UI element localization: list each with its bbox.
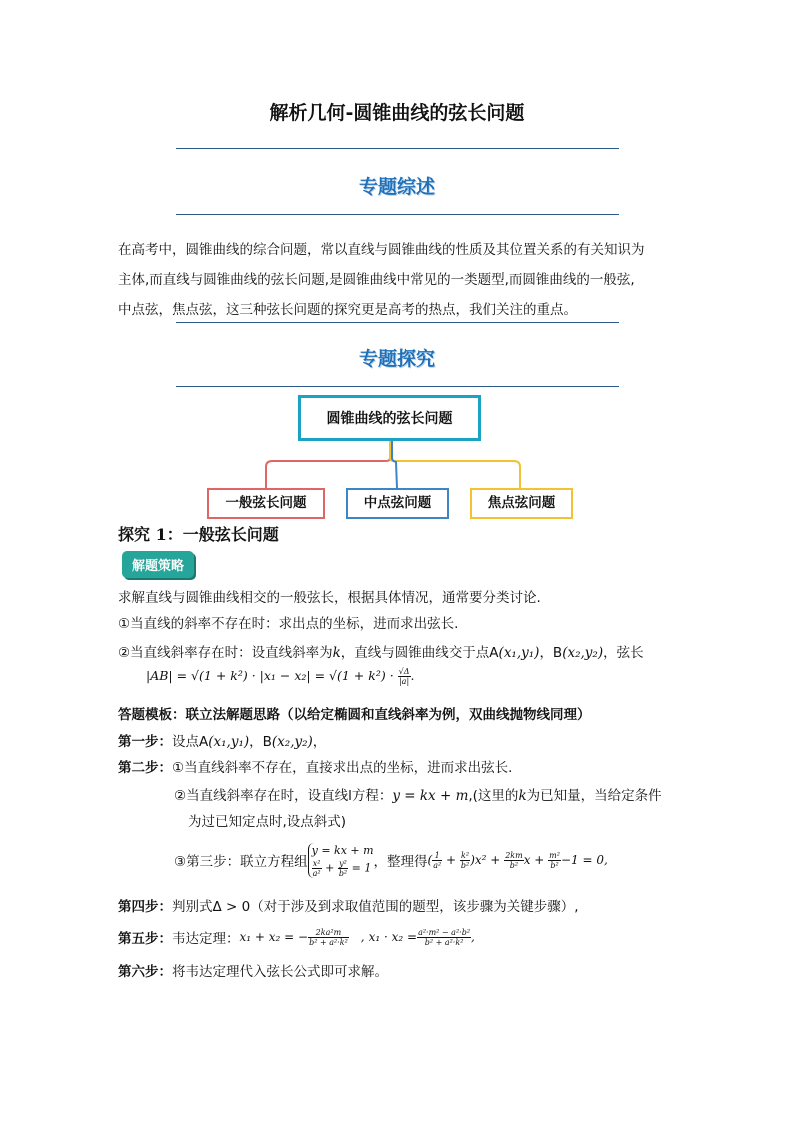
- numerator: 2ka²m: [308, 928, 349, 938]
- system-line-2: $\frac{\text{x²}}{\text{a²}}$ + $\frac{\text{y²}}{\text{b²}}$ = 1: [312, 858, 372, 878]
- template-heading: 答题模板：联立法解题思路（以给定椭圆和直线斜率为例，双曲线抛物线同理）: [118, 707, 591, 723]
- step-label: 第二步：: [118, 760, 172, 776]
- math-k: k: [332, 645, 341, 661]
- step-1: [118, 730, 326, 750]
- quadratic-expression: ( $\frac{1}{\text{a²}}$ + $\frac{\text{k²}}{\text{b²}}$ )x² + $\frac{2km}{\text{b²}}$ x + $\frac{\text{m²}}{\text{b²}}$: [427, 850, 560, 870]
- vieta-product-fraction: [417, 928, 471, 947]
- intro-line: 主体,而直线与圆锥曲线的弦长问题,是圆锥曲线中常见的一类题型,而圆锥曲线的一般弦,: [118, 272, 635, 288]
- step-label: 第六步：: [118, 964, 172, 980]
- vieta-product: x₁ · x₂ =: [368, 930, 418, 944]
- connector-mid: [392, 441, 397, 488]
- chord-length-formula: [146, 667, 415, 686]
- step-6: [118, 960, 388, 980]
- divider: [176, 214, 619, 215]
- text: ①当直线斜率不存在，直接求出点的坐标，进而求出弦长.: [172, 760, 513, 776]
- strategy-line: ①当直线的斜率不存在时：求出点的坐标，进而求出弦长.: [118, 616, 459, 632]
- text: ②当直线斜率存在时：设直线斜率为: [118, 645, 333, 661]
- math-point-a: (x₁,y₁): [208, 734, 250, 750]
- denominator: b² + a²·k²: [424, 937, 464, 947]
- text: 将韦达定理代入弦长公式即可求解。: [172, 964, 388, 980]
- step-2c: 为过已知定点时,设点斜式): [188, 814, 347, 830]
- vieta-sum-fraction: [308, 928, 349, 947]
- document-title: 解析几何-圆锥曲线的弦长问题: [269, 102, 525, 124]
- text: ②当直线斜率存在时，设直线l方程：: [174, 788, 393, 804]
- mindmap-root: 圆锥曲线的弦长问题: [298, 395, 481, 441]
- section-heading-overview: 专题综述: [358, 176, 435, 198]
- step-3: [174, 840, 608, 880]
- divider: [176, 386, 619, 387]
- text: −1 = 0,: [560, 853, 608, 867]
- intro-line: 中点弦，焦点弦，这三种弦长问题的探究更是高考的热点，我们关注的重点。: [118, 302, 577, 318]
- divider: [176, 148, 619, 149]
- divider: [176, 322, 619, 323]
- denominator: |a|: [398, 677, 410, 686]
- text: ③第三步：联立方程组: [174, 854, 308, 870]
- mindmap-branch-general: 一般弦长问题: [207, 488, 325, 519]
- numerator: √Δ: [398, 667, 410, 676]
- equation-system: [308, 843, 374, 878]
- strategy-badge: 解题策略: [122, 551, 194, 578]
- text: ，直线与圆锥曲线交于点A: [340, 645, 499, 661]
- text: ，弦长: [603, 645, 644, 661]
- intro-line: 在高考中，圆锥曲线的综合问题，常以直线与圆锥曲线的性质及其位置关系的有关知识为: [118, 242, 645, 258]
- formula-fraction: [398, 667, 411, 686]
- text: = 1: [348, 861, 372, 874]
- connector-right: [390, 441, 520, 488]
- math-line-eq: y = kx + m: [392, 788, 469, 804]
- step-4: [118, 895, 579, 915]
- step-label: 第五步：: [118, 931, 172, 947]
- text: ，B: [249, 734, 272, 750]
- mindmap-branch-midpoint: 中点弦问题: [346, 488, 449, 519]
- formula-text: .: [410, 668, 415, 683]
- denominator: b² + a²·k²: [309, 937, 348, 947]
- step-2b: [174, 784, 662, 804]
- strategy-line: 求解直线与圆锥曲线相交的一般弦长，根据具体情况，通常要分类讨论.: [118, 590, 541, 606]
- numerator: a²·m² − a²·b²: [418, 927, 471, 937]
- section-heading-explore: 专题探究: [358, 348, 435, 370]
- text: ，B: [539, 645, 563, 661]
- formula-text: |AB| = √(1 + k²) · |x₁ − x₂| = √(1 + k²) ·: [146, 668, 398, 683]
- step-label: 第四步：: [118, 899, 172, 915]
- step-label: 第一步：: [118, 734, 172, 750]
- text: 为已知量，当给定条件: [526, 788, 662, 804]
- system-line-1: y = kx + m: [311, 843, 374, 857]
- strategy-line: [118, 641, 644, 661]
- math-point-b: (x₂,y₂): [562, 645, 604, 661]
- connector-left: [266, 441, 390, 488]
- math-point-b: (x₂,y₂): [271, 734, 313, 750]
- step-2: [118, 756, 512, 776]
- text: 判别式Δ > 0（对于涉及到求取值范围的题型，该步骤为关键步骤）,: [172, 899, 579, 915]
- text: ，: [312, 734, 327, 750]
- vieta-sum: x₁ + x₂ = −: [239, 930, 309, 944]
- mindmap-branch-focal: 焦点弦问题: [470, 488, 573, 519]
- explore-heading: 探究 1：一般弦长问题: [118, 525, 279, 544]
- math-point-a: (x₁,y₁): [498, 645, 540, 661]
- math-k: k: [518, 788, 527, 804]
- step-5: 第五步： 韦达定理： x₁ + x₂ = − $\frac{\text{2ka²m}}{\text{b² + a²·k²}}$ , x₁ · x₂ = $\frac{\text{a²·m² − a²·b²}}{\text{b² + a²·k²}}$ ,: [118, 927, 475, 947]
- intro-paragraph: [118, 235, 678, 325]
- text: 韦达定理：: [172, 931, 240, 947]
- text: ,(这里的: [468, 788, 519, 804]
- text: 设点A: [172, 734, 209, 750]
- text: ，整理得: [373, 854, 428, 870]
